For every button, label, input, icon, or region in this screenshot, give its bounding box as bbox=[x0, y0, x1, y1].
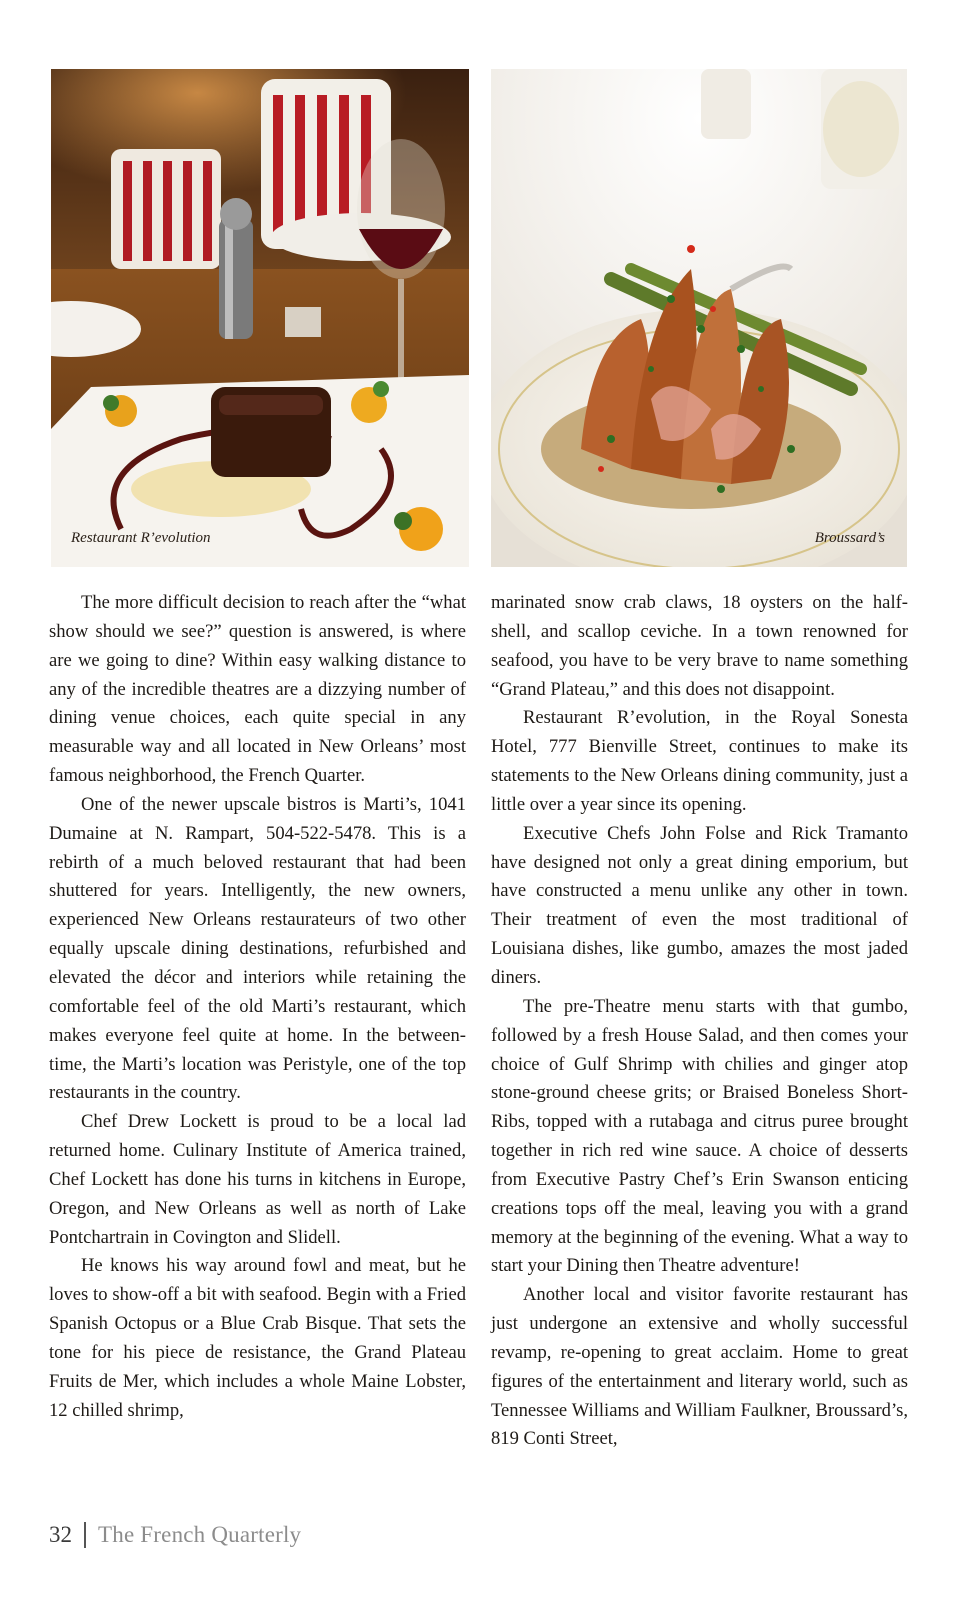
plated-short-rib-image bbox=[51, 69, 469, 567]
article-paragraph: Chef Drew Lockett is proud to be a local lad returned home. Culinary Institute of America trained, Chef Lockett has done his turns in kitchens in Europe, Oregon, and New Orleans as well as north of Lake Pontchartrain in Covington and Slidell. bbox=[49, 1111, 466, 1248]
photo-restaurant-revolution bbox=[51, 69, 469, 567]
publication-title: The French Quarterly bbox=[98, 1522, 302, 1547]
article-paragraph: Restaurant R’evolution, in the Royal Sonesta Hotel, 777 Bienville Street, continues to make its statements to the New Orleans dining community, just a little over a year since its opening. bbox=[491, 707, 908, 815]
photo-caption-left: Restaurant R’evolution bbox=[71, 530, 211, 546]
photo-caption-right: Broussard’s bbox=[814, 530, 885, 546]
article-paragraph: Executive Chefs John Folse and Rick Tramanto have designed not only a great dining emporium, but have constructed a menu unlike any other in town. Their treatment of even the most traditional of Louisiana dishes, like gumbo, amazes the most jaded diners. bbox=[491, 822, 908, 988]
article-paragraph: The more difficult decision to reach after the “what show should we see?” question is answered, is where are we going to dine? Within easy walking distance to any of the incredible theatres are a dizzying number of dining venue choices, each quite special in any measurable way and all located in New Orleans’ most famous neighborhood, the French Quarter. bbox=[49, 592, 466, 787]
article-paragraph: He knows his way around fowl and meat, but he loves to show-off a bit with seafood. Begin with a Fried Spanish Octopus or a Blue Crab Bisque. That sets the tone for his piece de resistance, the Grand Plateau Fruits de Mer, which includes a whole Maine Lobster, 12 chilled shrimp, bbox=[49, 1255, 466, 1421]
article-paragraph: The pre-Theatre menu starts with that gumbo, followed by a fresh House Salad, and then comes your choice of Gulf Shrimp with chilies and ginger atop stone-ground cheese grits; or Braised Boneless Short-Ribs, topped with a rutabaga and citrus puree brought together in rich red wine sauce. A choice of desserts from Executive Pastry Chef’s Erin Swanson enticing creations tops off the meal, leaving you with a grand memory at the beginning of the evening. What a way to start your Dining then Theatre adventure! bbox=[491, 995, 908, 1277]
article-paragraph: One of the newer upscale bistros is Marti’s, 1041 Dumaine at N. Rampart, 504-522-5478. This is a rebirth of a much beloved restaurant that had been shuttered for years. Intelligently, the new owners, experienced New Orleans restaurateurs of two other equally upscale dining destinations, refurbished and elevated the décor and interiors while retaining the comfortable feel of the old Marti’s restaurant, which makes everyone feel quite at home. In the between-time, the Marti’s location was Peristyle, one of the top restaurants in the country. bbox=[49, 793, 466, 1104]
article-column-right bbox=[491, 589, 908, 1454]
article-paragraph-continued: marinated snow crab claws, 18 oysters on the half-shell, and scallop ceviche. In a town renowned for seafood, you have to be very brave to name something “Grand Plateau,” and this does not disappoint. bbox=[491, 592, 908, 700]
article-column-left bbox=[49, 589, 466, 1425]
photo-broussards bbox=[491, 69, 907, 567]
article-paragraph: Another local and visitor favorite restaurant has just undergone an extensive and wholly successful revamp, re-opening to great acclaim. Home to great figures of the entertainment and literary world, such as Tennessee Williams and William Faulkner, Broussard’s, 819 Conti Street, bbox=[491, 1284, 908, 1450]
page-footer bbox=[49, 1522, 301, 1548]
plated-duck-image bbox=[491, 69, 907, 567]
page-number: 32 bbox=[49, 1522, 72, 1547]
footer-divider bbox=[84, 1522, 86, 1548]
